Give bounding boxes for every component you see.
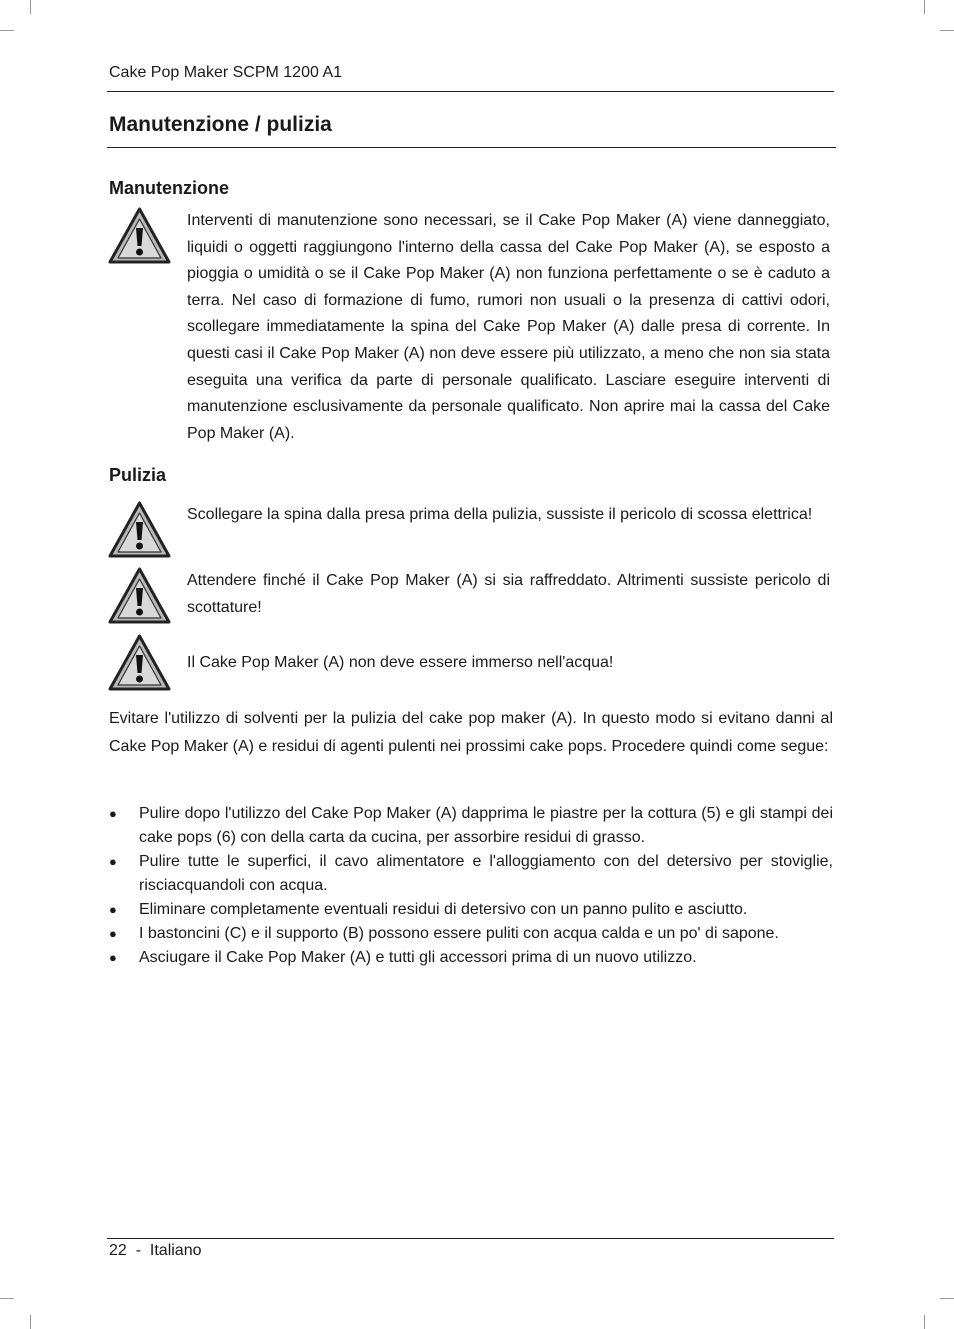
list-item-text: Asciugare il Cake Pop Maker (A) e tutti gli accessori prima di un nuovo utilizzo. — [139, 949, 697, 966]
maintenance-warning-text: Interventi di manutenzione sono necessari, se il Cake Pop Maker (A) viene danneggiato, liquidi o oggetti raggiungono l'interno della cassa del Cake Pop Maker (A), se esposto a pioggia o umidità o se il Cake Pop Maker (A) non funziona perfettamente o se è caduto a terra. Nel caso di formazione di fumo, rumori non usuali o la presenza di cattivi odori, scollegare immediatamente la spina del Cake Pop Maker (A) dalle presa di corrente. In questi casi il Cake Pop Maker (A) non deve essere più utilizzato, a meno che non sia stata eseguita una verifica da parte di personale qualificato. Lasciare eseguire interventi di manutenzione esclusivamente da personale qualificato. Non aprire mai la cassa del Cake Pop Maker (A). — [187, 212, 830, 442]
footer-separator: - — [135, 1242, 142, 1259]
crop-mark — [0, 1298, 14, 1299]
footer-rule — [107, 1238, 834, 1239]
bullet-icon: ● — [109, 926, 117, 941]
bullet-icon: ● — [109, 854, 117, 869]
list-item — [109, 922, 833, 946]
list-item — [109, 802, 833, 850]
warning-triangle-icon — [108, 567, 171, 624]
list-item — [109, 898, 833, 922]
header-rule — [107, 91, 834, 92]
section-title: Manutenzione / pulizia — [109, 113, 332, 136]
footer-language: Italiano — [149, 1242, 202, 1259]
cleaning-warning-text: Attendere finché il Cake Pop Maker (A) si sia raffreddato. Altrimenti sussiste pericolo di scottature! — [187, 572, 830, 616]
crop-mark — [940, 1298, 954, 1299]
crop-mark — [30, 0, 31, 14]
cleaning-steps-list — [109, 802, 833, 970]
bullet-icon: ● — [109, 806, 117, 821]
warning-triangle-icon — [108, 501, 171, 558]
list-item — [109, 946, 833, 970]
list-item-text: I bastoncini (C) e il supporto (B) possono essere puliti con acqua calda e un po' di sapone. — [139, 925, 779, 942]
cleaning-heading: Pulizia — [109, 465, 167, 485]
crop-mark — [0, 30, 14, 31]
cleaning-warning-text: Scollegare la spina dalla presa prima della pulizia, sussiste il pericolo di scossa elettrica! — [187, 506, 813, 523]
cleaning-warning-text: Il Cake Pop Maker (A) non deve essere immerso nell'acqua! — [187, 654, 614, 671]
header-title: Cake Pop Maker SCPM 1200 A1 — [109, 64, 343, 81]
warning-triangle-icon — [108, 634, 171, 691]
page-footer — [109, 1242, 202, 1260]
list-item-text: Pulire dopo l'utilizzo del Cake Pop Maker (A) dapprima le piastre per la cottura (5) e gli stampi dei cake pops (6) con della carta da cucina, per assorbire residui di grasso. — [139, 805, 833, 846]
warning-triangle-icon — [108, 207, 171, 264]
cleaning-intro: Evitare l'utilizzo di solventi per la pulizia del cake pop maker (A). In questo modo si evitano danni al Cake Pop Maker (A) e residui di agenti pulenti nei prossimi cake pops. Procedere quindi come segue: — [109, 710, 833, 755]
page-number: 22 — [109, 1242, 127, 1259]
crop-mark — [940, 30, 954, 31]
bullet-icon: ● — [109, 950, 117, 965]
list-item-text: Pulire tutte le superfici, il cavo alimentatore e l'alloggiamento con del detersivo per stoviglie, risciacquandoli con acqua. — [139, 853, 833, 894]
bullet-icon: ● — [109, 902, 117, 917]
list-item-text: Eliminare completamente eventuali residui di detersivo con un panno pulito e asciutto. — [139, 901, 748, 918]
crop-mark — [30, 1315, 31, 1329]
crop-mark — [924, 1315, 925, 1329]
maintenance-heading: Manutenzione — [109, 178, 229, 198]
section-rule — [107, 147, 836, 148]
list-item — [109, 850, 833, 898]
crop-mark — [924, 0, 925, 14]
